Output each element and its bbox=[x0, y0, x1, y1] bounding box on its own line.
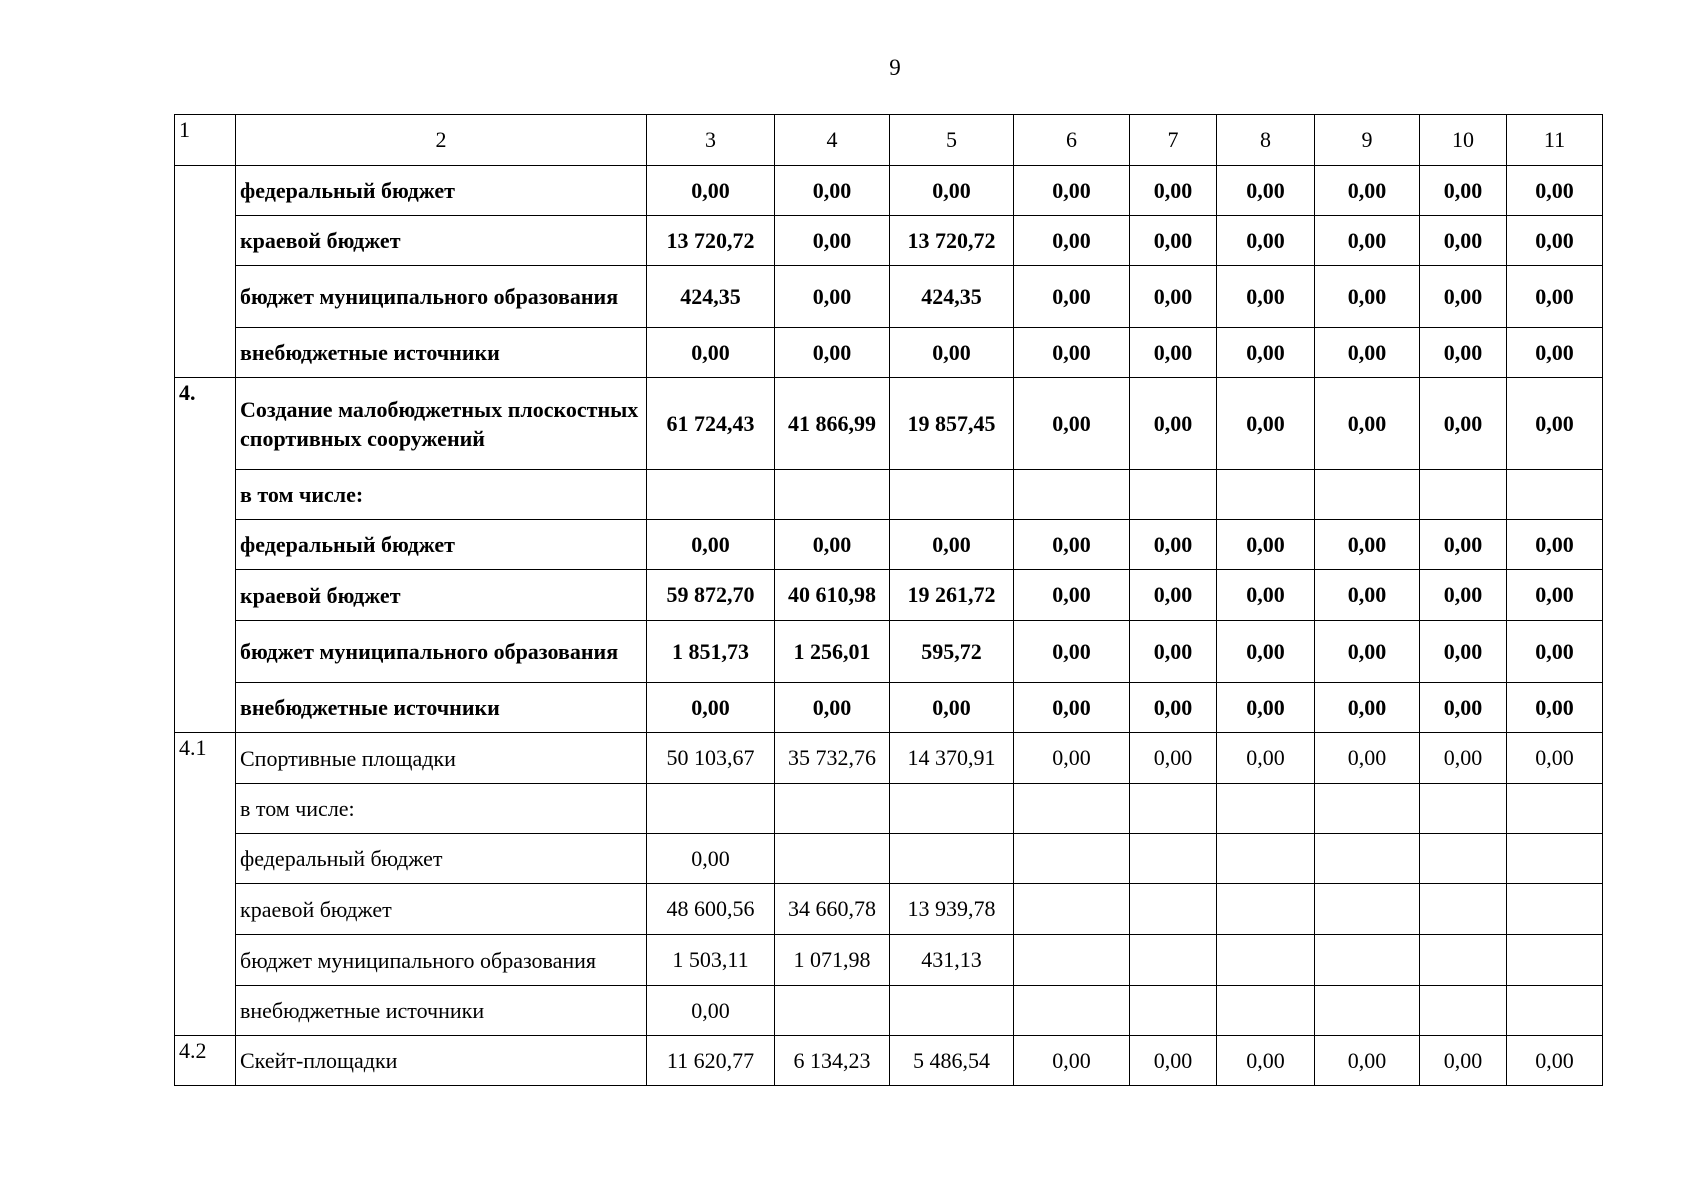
value-cell: 35 732,76 bbox=[775, 733, 890, 784]
value-cell: 0,00 bbox=[1420, 1036, 1507, 1086]
value-cell: 0,00 bbox=[1420, 520, 1507, 570]
value-cell: 0,00 bbox=[1217, 1036, 1315, 1086]
header-cell: 5 bbox=[890, 115, 1014, 166]
row-label-cell: бюджет муниципального образования bbox=[236, 935, 647, 986]
row-label-cell: краевой бюджет bbox=[236, 216, 647, 266]
value-cell bbox=[1507, 834, 1603, 884]
table-row bbox=[175, 520, 1603, 570]
table-row bbox=[175, 1036, 1603, 1086]
value-cell: 1 256,01 bbox=[775, 621, 890, 683]
value-cell: 0,00 bbox=[1130, 621, 1217, 683]
table-row bbox=[175, 683, 1603, 733]
value-cell: 13 720,72 bbox=[890, 216, 1014, 266]
value-cell: 0,00 bbox=[1507, 328, 1603, 378]
row-number-cell: 4.1 bbox=[175, 733, 236, 1036]
value-cell bbox=[890, 470, 1014, 520]
value-cell: 0,00 bbox=[1315, 166, 1420, 216]
value-cell bbox=[775, 784, 890, 834]
table-row bbox=[175, 266, 1603, 328]
value-cell: 0,00 bbox=[1507, 520, 1603, 570]
value-cell: 0,00 bbox=[1217, 621, 1315, 683]
row-label-cell: федеральный бюджет bbox=[236, 520, 647, 570]
value-cell: 0,00 bbox=[1014, 378, 1130, 470]
value-cell: 0,00 bbox=[1507, 683, 1603, 733]
value-cell: 0,00 bbox=[890, 328, 1014, 378]
value-cell: 0,00 bbox=[1014, 683, 1130, 733]
table-row bbox=[175, 884, 1603, 935]
value-cell: 0,00 bbox=[1130, 570, 1217, 621]
value-cell: 13 939,78 bbox=[890, 884, 1014, 935]
value-cell: 0,00 bbox=[890, 166, 1014, 216]
value-cell bbox=[1507, 784, 1603, 834]
value-cell: 0,00 bbox=[1130, 328, 1217, 378]
header-cell: 3 bbox=[647, 115, 775, 166]
value-cell: 0,00 bbox=[1420, 570, 1507, 621]
value-cell: 0,00 bbox=[647, 986, 775, 1036]
value-cell bbox=[1315, 834, 1420, 884]
value-cell: 595,72 bbox=[890, 621, 1014, 683]
value-cell: 0,00 bbox=[1130, 683, 1217, 733]
row-number-cell bbox=[175, 166, 236, 378]
value-cell: 0,00 bbox=[1217, 520, 1315, 570]
value-cell: 424,35 bbox=[890, 266, 1014, 328]
value-cell: 0,00 bbox=[775, 266, 890, 328]
value-cell: 0,00 bbox=[1217, 166, 1315, 216]
value-cell bbox=[775, 986, 890, 1036]
value-cell: 0,00 bbox=[1217, 266, 1315, 328]
value-cell: 0,00 bbox=[775, 166, 890, 216]
value-cell bbox=[1420, 986, 1507, 1036]
value-cell: 0,00 bbox=[1315, 266, 1420, 328]
value-cell: 1 071,98 bbox=[775, 935, 890, 986]
value-cell: 41 866,99 bbox=[775, 378, 890, 470]
value-cell bbox=[1507, 935, 1603, 986]
table-row bbox=[175, 621, 1603, 683]
value-cell bbox=[1014, 834, 1130, 884]
table-row bbox=[175, 986, 1603, 1036]
value-cell: 0,00 bbox=[1130, 166, 1217, 216]
value-cell: 0,00 bbox=[1130, 1036, 1217, 1086]
row-label-cell: Спортивные площадки bbox=[236, 733, 647, 784]
value-cell: 0,00 bbox=[775, 683, 890, 733]
table-row bbox=[175, 733, 1603, 784]
value-cell: 0,00 bbox=[775, 216, 890, 266]
table-row bbox=[175, 166, 1603, 216]
table-row bbox=[175, 378, 1603, 470]
value-cell bbox=[1217, 986, 1315, 1036]
value-cell: 0,00 bbox=[1014, 733, 1130, 784]
value-cell: 48 600,56 bbox=[647, 884, 775, 935]
value-cell: 19 261,72 bbox=[890, 570, 1014, 621]
value-cell: 0,00 bbox=[1315, 733, 1420, 784]
value-cell bbox=[1014, 470, 1130, 520]
value-cell: 0,00 bbox=[1217, 216, 1315, 266]
row-label-cell: внебюджетные источники bbox=[236, 328, 647, 378]
row-label-cell: бюджет муниципального образования bbox=[236, 266, 647, 328]
value-cell: 0,00 bbox=[1014, 1036, 1130, 1086]
value-cell: 19 857,45 bbox=[890, 378, 1014, 470]
value-cell: 0,00 bbox=[1014, 621, 1130, 683]
table-row bbox=[175, 216, 1603, 266]
value-cell bbox=[1217, 834, 1315, 884]
value-cell bbox=[1014, 986, 1130, 1036]
value-cell bbox=[1315, 935, 1420, 986]
table-row bbox=[175, 470, 1603, 520]
row-label-cell: в том числе: bbox=[236, 784, 647, 834]
value-cell bbox=[1217, 470, 1315, 520]
value-cell bbox=[1217, 784, 1315, 834]
header-cell: 7 bbox=[1130, 115, 1217, 166]
header-cell: 9 bbox=[1315, 115, 1420, 166]
value-cell: 0,00 bbox=[1315, 328, 1420, 378]
value-cell bbox=[1507, 884, 1603, 935]
value-cell bbox=[1130, 470, 1217, 520]
value-cell bbox=[775, 470, 890, 520]
value-cell: 0,00 bbox=[1315, 216, 1420, 266]
value-cell bbox=[1130, 935, 1217, 986]
value-cell: 0,00 bbox=[1507, 1036, 1603, 1086]
table-row bbox=[175, 834, 1603, 884]
row-label-cell: Создание малобюджетных плоскостных спортивных сооружений bbox=[236, 378, 647, 470]
table-row bbox=[175, 784, 1603, 834]
header-row bbox=[175, 115, 1603, 166]
value-cell: 0,00 bbox=[1507, 378, 1603, 470]
value-cell bbox=[1217, 935, 1315, 986]
value-cell bbox=[1420, 834, 1507, 884]
value-cell bbox=[890, 986, 1014, 1036]
table-row bbox=[175, 328, 1603, 378]
value-cell bbox=[1420, 935, 1507, 986]
row-label-cell: федеральный бюджет bbox=[236, 834, 647, 884]
value-cell: 0,00 bbox=[1014, 520, 1130, 570]
value-cell: 1 851,73 bbox=[647, 621, 775, 683]
value-cell: 0,00 bbox=[1420, 733, 1507, 784]
value-cell bbox=[1014, 884, 1130, 935]
value-cell bbox=[1014, 784, 1130, 834]
value-cell: 0,00 bbox=[1130, 520, 1217, 570]
value-cell: 0,00 bbox=[1507, 621, 1603, 683]
value-cell bbox=[1507, 986, 1603, 1036]
value-cell: 0,00 bbox=[1217, 683, 1315, 733]
value-cell: 0,00 bbox=[1507, 216, 1603, 266]
value-cell: 0,00 bbox=[1014, 166, 1130, 216]
page-number: 9 bbox=[889, 55, 901, 80]
value-cell: 0,00 bbox=[1130, 378, 1217, 470]
value-cell: 40 610,98 bbox=[775, 570, 890, 621]
row-label-cell: федеральный бюджет bbox=[236, 166, 647, 216]
value-cell: 0,00 bbox=[1507, 266, 1603, 328]
value-cell: 14 370,91 bbox=[890, 733, 1014, 784]
value-cell: 50 103,67 bbox=[647, 733, 775, 784]
value-cell: 0,00 bbox=[775, 520, 890, 570]
value-cell bbox=[1130, 784, 1217, 834]
value-cell: 0,00 bbox=[1420, 266, 1507, 328]
row-number-cell: 4. bbox=[175, 378, 236, 733]
value-cell: 0,00 bbox=[1130, 216, 1217, 266]
value-cell: 0,00 bbox=[647, 166, 775, 216]
value-cell: 0,00 bbox=[1130, 266, 1217, 328]
value-cell: 0,00 bbox=[1420, 328, 1507, 378]
value-cell: 0,00 bbox=[1217, 378, 1315, 470]
value-cell: 0,00 bbox=[1420, 378, 1507, 470]
row-label-cell: краевой бюджет bbox=[236, 884, 647, 935]
value-cell bbox=[1315, 986, 1420, 1036]
value-cell: 0,00 bbox=[1507, 166, 1603, 216]
value-cell: 0,00 bbox=[1507, 733, 1603, 784]
value-cell bbox=[1130, 834, 1217, 884]
value-cell bbox=[1130, 986, 1217, 1036]
value-cell: 0,00 bbox=[1014, 266, 1130, 328]
value-cell: 0,00 bbox=[1315, 683, 1420, 733]
header-cell: 8 bbox=[1217, 115, 1315, 166]
value-cell bbox=[647, 784, 775, 834]
value-cell: 0,00 bbox=[1014, 216, 1130, 266]
value-cell bbox=[1420, 470, 1507, 520]
value-cell: 0,00 bbox=[1420, 683, 1507, 733]
value-cell: 0,00 bbox=[890, 520, 1014, 570]
value-cell bbox=[1014, 935, 1130, 986]
value-cell: 0,00 bbox=[1315, 520, 1420, 570]
value-cell bbox=[775, 834, 890, 884]
value-cell: 0,00 bbox=[1315, 378, 1420, 470]
value-cell: 34 660,78 bbox=[775, 884, 890, 935]
value-cell: 59 872,70 bbox=[647, 570, 775, 621]
value-cell: 0,00 bbox=[1315, 570, 1420, 621]
value-cell bbox=[890, 784, 1014, 834]
value-cell bbox=[1217, 884, 1315, 935]
value-cell: 0,00 bbox=[647, 520, 775, 570]
value-cell bbox=[1420, 884, 1507, 935]
header-cell: 4 bbox=[775, 115, 890, 166]
header-cell: 6 bbox=[1014, 115, 1130, 166]
value-cell: 0,00 bbox=[1217, 328, 1315, 378]
value-cell bbox=[890, 834, 1014, 884]
value-cell: 6 134,23 bbox=[775, 1036, 890, 1086]
row-number-cell: 4.2 bbox=[175, 1036, 236, 1086]
row-label-cell: внебюджетные источники bbox=[236, 683, 647, 733]
header-cell: 1 bbox=[175, 115, 236, 166]
row-label-cell: Скейт-площадки bbox=[236, 1036, 647, 1086]
value-cell: 5 486,54 bbox=[890, 1036, 1014, 1086]
value-cell: 0,00 bbox=[1217, 570, 1315, 621]
value-cell: 0,00 bbox=[1420, 216, 1507, 266]
value-cell: 0,00 bbox=[647, 834, 775, 884]
value-cell bbox=[647, 470, 775, 520]
row-label-cell: внебюджетные источники bbox=[236, 986, 647, 1036]
budget-table bbox=[174, 114, 1603, 1086]
header-cell: 10 bbox=[1420, 115, 1507, 166]
header-cell: 2 bbox=[236, 115, 647, 166]
value-cell bbox=[1420, 784, 1507, 834]
value-cell: 0,00 bbox=[1217, 733, 1315, 784]
table-row bbox=[175, 570, 1603, 621]
value-cell: 424,35 bbox=[647, 266, 775, 328]
value-cell: 0,00 bbox=[1014, 328, 1130, 378]
row-label-cell: бюджет муниципального образования bbox=[236, 621, 647, 683]
value-cell: 0,00 bbox=[1130, 733, 1217, 784]
value-cell: 0,00 bbox=[647, 328, 775, 378]
value-cell: 13 720,72 bbox=[647, 216, 775, 266]
value-cell: 0,00 bbox=[1315, 1036, 1420, 1086]
value-cell bbox=[1315, 884, 1420, 935]
value-cell bbox=[1130, 884, 1217, 935]
value-cell bbox=[1315, 784, 1420, 834]
value-cell bbox=[1507, 470, 1603, 520]
value-cell: 431,13 bbox=[890, 935, 1014, 986]
value-cell: 0,00 bbox=[1420, 621, 1507, 683]
value-cell: 0,00 bbox=[647, 683, 775, 733]
value-cell: 0,00 bbox=[1420, 166, 1507, 216]
value-cell: 0,00 bbox=[890, 683, 1014, 733]
value-cell: 61 724,43 bbox=[647, 378, 775, 470]
value-cell: 0,00 bbox=[1507, 570, 1603, 621]
value-cell bbox=[1315, 470, 1420, 520]
row-label-cell: краевой бюджет bbox=[236, 570, 647, 621]
table-row bbox=[175, 935, 1603, 986]
value-cell: 11 620,77 bbox=[647, 1036, 775, 1086]
value-cell: 1 503,11 bbox=[647, 935, 775, 986]
row-label-cell: в том числе: bbox=[236, 470, 647, 520]
value-cell: 0,00 bbox=[1014, 570, 1130, 621]
value-cell: 0,00 bbox=[775, 328, 890, 378]
value-cell: 0,00 bbox=[1315, 621, 1420, 683]
header-cell: 11 bbox=[1507, 115, 1603, 166]
